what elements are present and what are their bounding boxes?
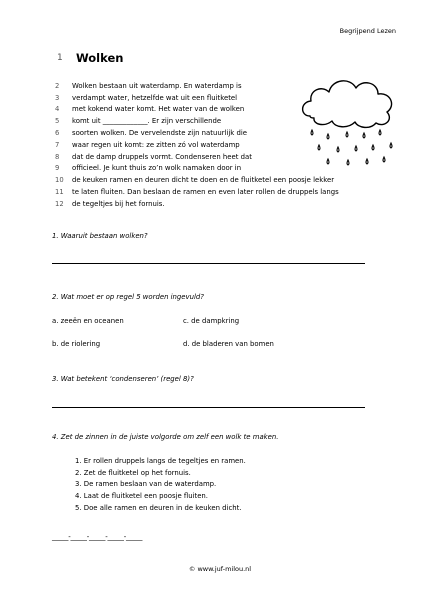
list-item: 5. Doe alle ramen en deuren in de keuken dicht. [75,504,242,513]
worksheet-category: Begrijpend Lezen [339,27,396,35]
option-c[interactable]: c. de dampkring [183,317,240,325]
question-2: 2. Wat moet er op regel 5 worden ingevuld? [52,293,204,301]
option-b[interactable]: b. de riolering [52,340,101,348]
line-text: de keuken ramen en deuren dicht te doen en de fluitketel een poosje lekker [72,176,335,185]
footer-copyright: © www.juf-milou.nl [188,565,252,573]
line-number: 2 [55,81,60,90]
title-row [57,51,123,65]
line-number: 8 [55,152,60,161]
line-number: 10 [55,176,64,185]
option-a[interactable]: a. zeeën en oceanen [52,317,124,325]
list-item: 1. Er rollen druppels langs de tegeltjes en ramen. [75,456,246,465]
line-text: komt uit _____________. Er zijn verschillende [72,117,222,126]
line-number: 3 [55,93,60,102]
title-line-number: 1 [57,53,63,63]
line-number: 6 [55,129,60,138]
question-3: 3. Wat betekent ‘condenseren’ (regel 8)? [52,375,194,383]
order-list [75,455,246,514]
line-text: met kokend water komt. Het water van de wolken [72,105,245,114]
line-text: verdampt water, hetzelfde wat uit een fluitketel [72,93,238,102]
list-item: 3. De ramen beslaan van de waterdamp. [75,480,217,489]
line-number: 11 [55,188,64,197]
line-text: te laten fluiten. Dan beslaan de ramen en even later rollen de druppels langs [72,188,339,197]
line-number: 7 [55,140,60,149]
text-line [55,186,415,198]
line-text: soorten wolken. De vervelendste zijn natuurlijk die [72,129,247,138]
line-number: 9 [55,164,60,173]
answer-line-3[interactable] [52,407,365,408]
line-text: dat de damp druppels vormt. Condenseren heet dat [72,152,252,161]
line-text: officieel. Je kunt thuis zo’n wolk namaken door in [72,164,242,173]
order-answer-blanks[interactable]: _____-_____-_____-_____-_____ [52,533,143,541]
line-number: 5 [55,117,60,126]
text-line [55,198,415,210]
text-line [55,174,415,186]
question-1: 1. Waaruit bestaan wolken? [52,232,148,240]
list-item: 4. Laat de fluitketel een poosje fluiten. [75,492,208,501]
line-number: 4 [55,105,60,114]
line-text: Wolken bestaan uit waterdamp. En waterdamp is [72,81,242,90]
line-text: de tegeltjes bij het fornuis. [72,199,165,208]
option-d[interactable]: d. de bladeren van bomen [183,340,274,348]
answer-line-1[interactable] [52,263,365,264]
rain-cloud-icon [298,70,398,170]
raindrops [311,130,392,165]
page-title: Wolken [76,51,124,65]
line-text: waar regen uit komt: ze zitten zó vol waterdamp [72,140,240,149]
list-item: 2. Zet de fluitketel op het fornuis. [75,468,191,477]
line-number: 12 [55,199,64,208]
question-4: 4. Zet de zinnen in de juiste volgorde om zelf een wolk te maken. [52,433,279,441]
